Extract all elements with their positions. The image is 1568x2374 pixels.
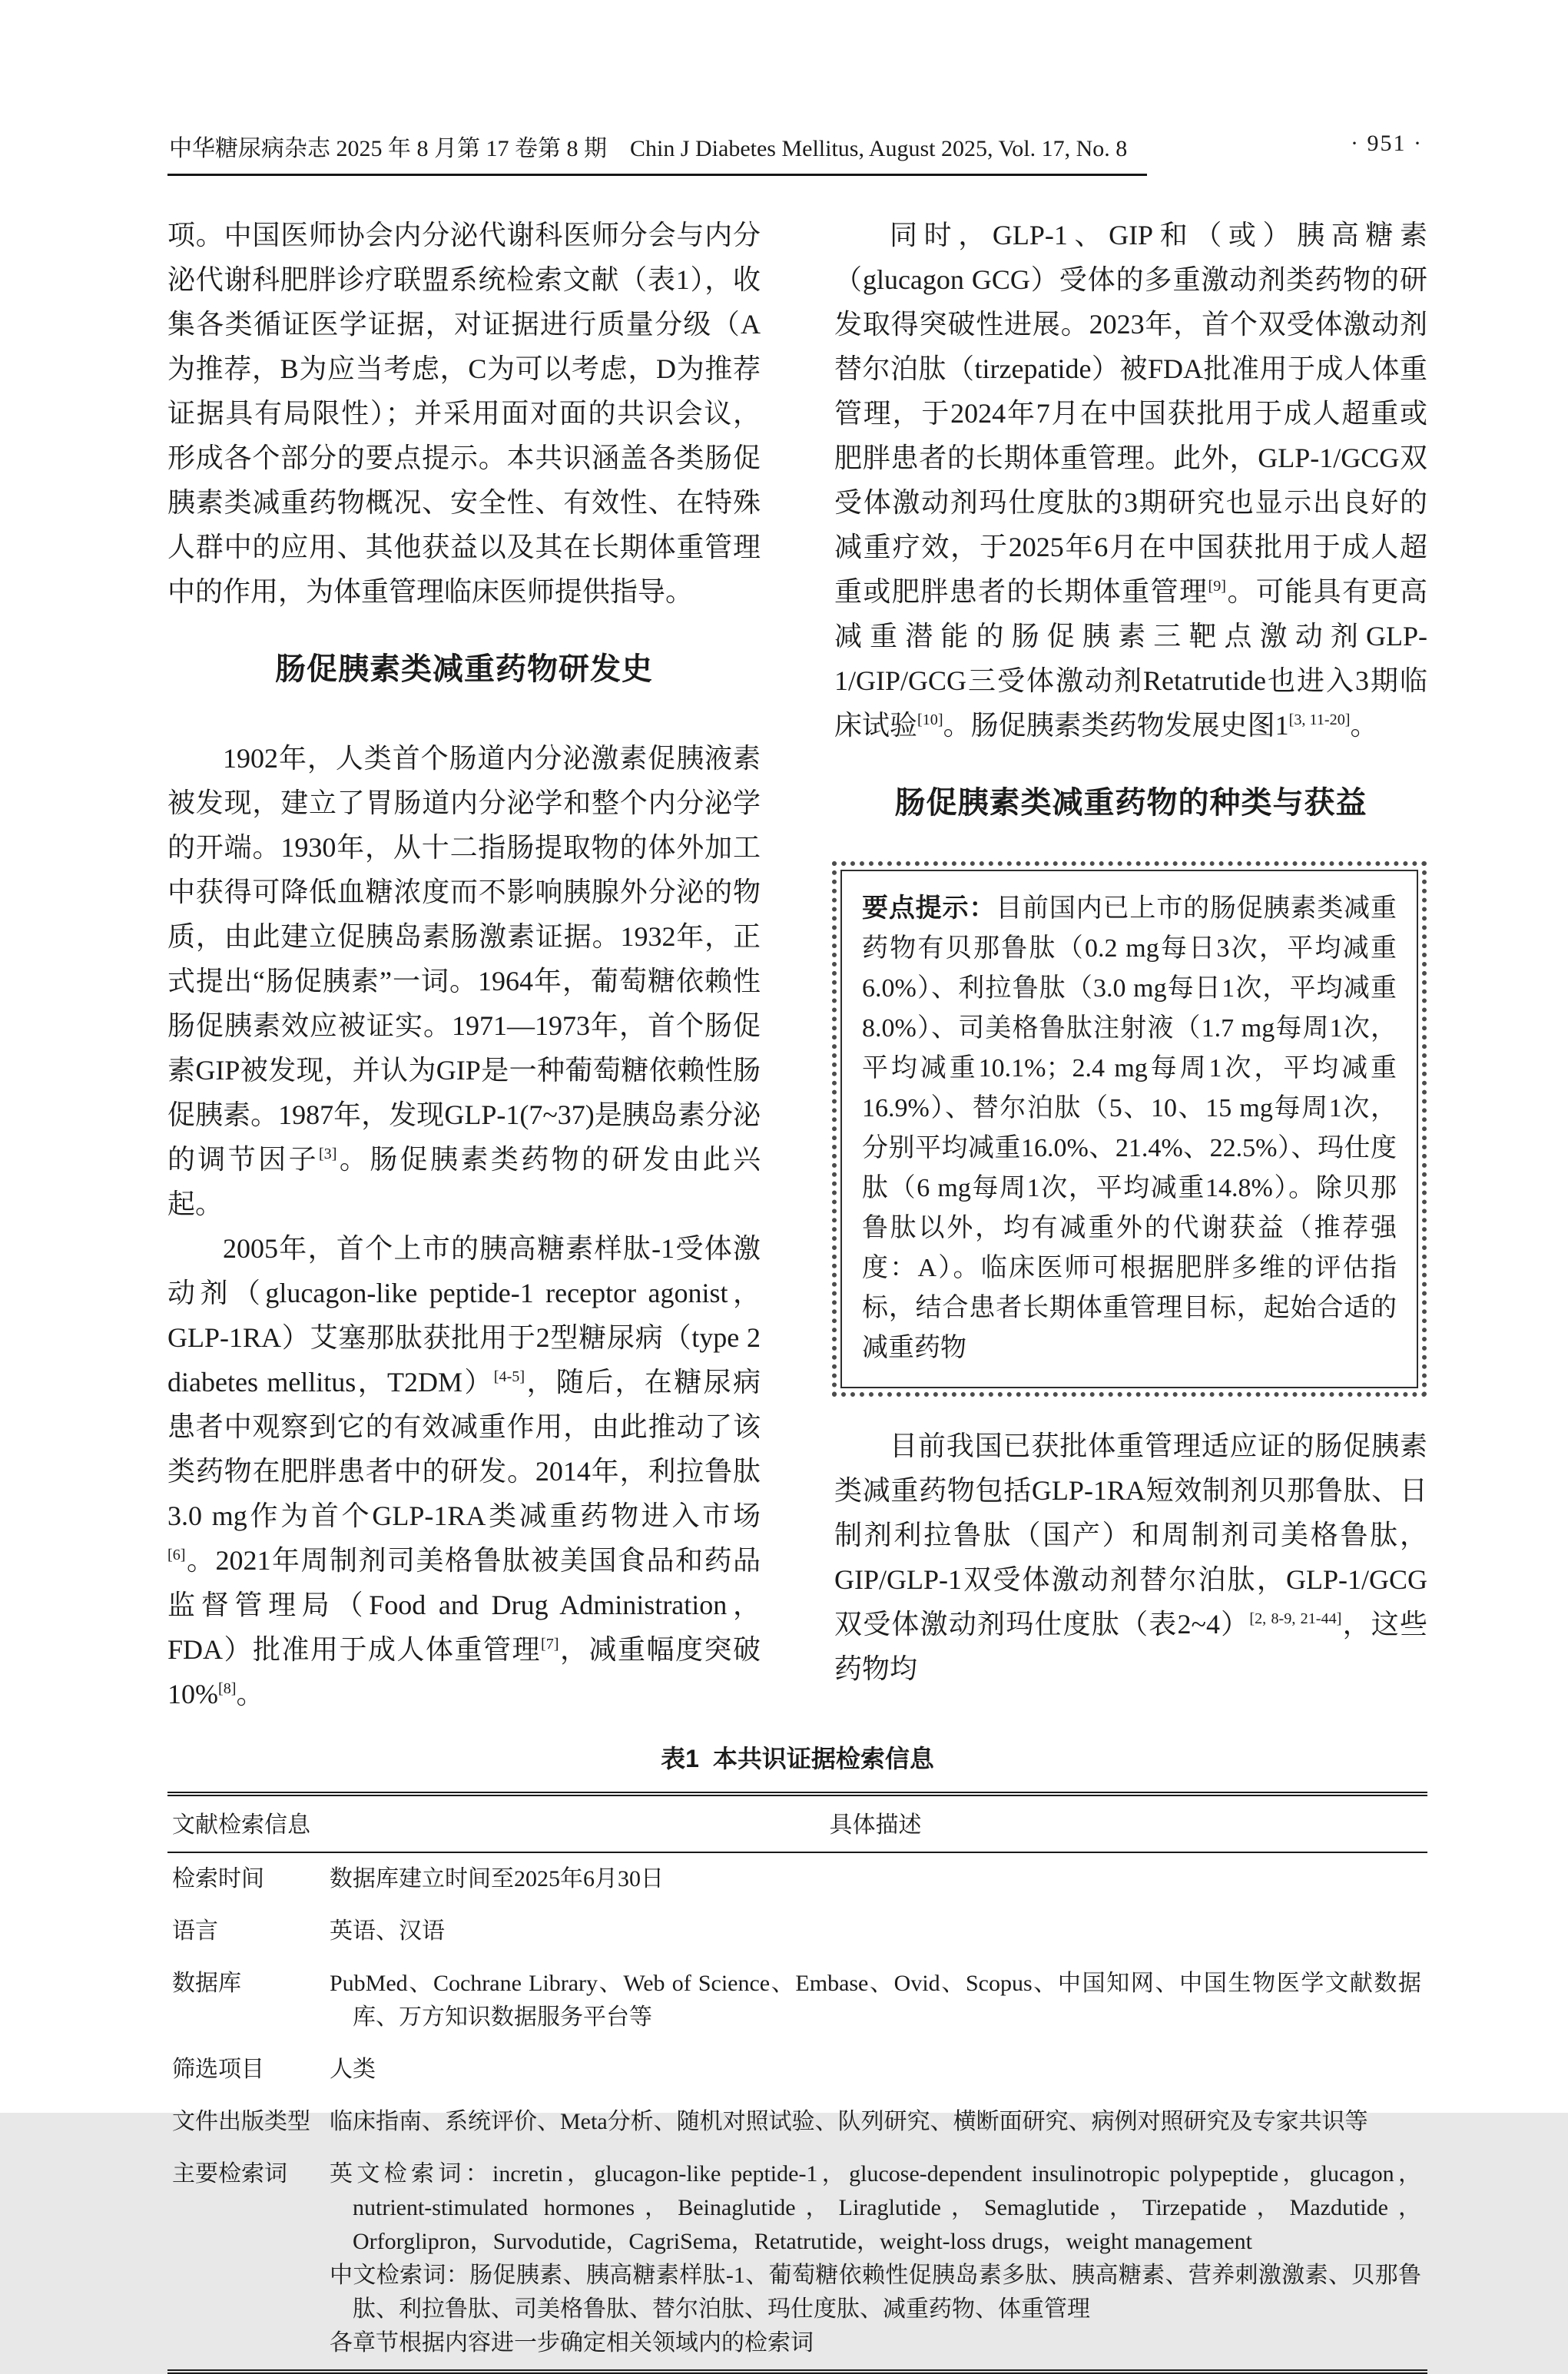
page-content (167, 129, 1427, 2374)
table1-title: 本共识证据检索信息 (712, 1745, 934, 1772)
running-head (167, 129, 1427, 176)
table-row (167, 1905, 1427, 1958)
journal-citation-line (167, 129, 1147, 176)
citation-ref: [7] (540, 1636, 559, 1653)
section-heading-history: 肠促胰素类减重药物研发史 (275, 652, 653, 686)
citation-ref: [4-5] (493, 1368, 525, 1385)
citation-ref: [6] (167, 1547, 186, 1563)
row-label: 筛选项目 (172, 2057, 264, 2082)
search-terms-note: 各章节根据内容进一步确定相关领域内的检索词 (330, 2330, 814, 2356)
table1-section (167, 1739, 1427, 2374)
citation-ref: [10] (917, 711, 943, 728)
journal-title-chinese: 中华糖尿病杂志 2025 年 8 月第 17 卷第 8 期 (169, 136, 607, 161)
paragraph-approved-drugs: 目前我国已获批体重管理适应证的肠促胰素类减重药物包括GLP-1RA短效制剂贝那鲁肽、日制剂利拉鲁肽（国产）和周制剂司美格鲁肽，GIP/GLP-1双受体激动剂替尔泊肽，GLP-1/GCG双受体激动剂玛仕度肽（表2~4）[2, 8-9, 21-44]，这些药物均 (834, 1431, 1427, 1684)
table1-header-row (167, 1796, 1427, 1853)
search-terms-chinese: 中文检索词：肠促胰素、胰高糖素样肽-1、葡萄糖依赖性促胰岛素多肽、胰高糖素、营养刺激激素、贝那鲁肽、利拉鲁肽、司美格鲁肽、替尔泊肽、玛仕度肽、减重药物、体重管理 (330, 2263, 1421, 2322)
row-label: 检索时间 (172, 1866, 264, 1892)
paragraph-multi-agonists: 同时，GLP-1、GIP和（或）胰高糖素（glucagon GCG）受体的多重激动剂类药物的研发取得突破性进展。2023年，首个双受体激动剂替尔泊肽（tirzepatide）被FDA批准用于成人体重管理，于2024年7月在中国获批用于成人超重或肥胖患者的长期体重管理。此外，GLP-1/GCG双受体激动剂玛仕度肽的3期研究也显示出良好的减重疗效，于2025年6月在中国获批用于成人超重或肥胖患者的长期体重管理[9]。可能具有更高减重潜能的肠促胰素三靶点激动剂GLP-1/GIP/GCG三受体激动剂Retatrutide也进入3期临床试验[10]。肠促胰素类药物发展史图1[3, 11-20]。 (834, 220, 1427, 741)
key-points-box (840, 870, 1418, 1388)
key-points-label: 要点提示： (862, 894, 996, 923)
table-row (167, 2096, 1427, 2148)
row-value: 数据库建立时间至2025年6月30日 (330, 1866, 664, 1892)
row-label: 语言 (172, 1918, 218, 1944)
row-label: 主要检索词 (172, 2161, 287, 2187)
citation-ref: [3, 11-20] (1288, 711, 1351, 728)
table1-col2-header: 具体描述 (829, 1812, 922, 1838)
row-value-group (330, 2157, 1427, 2360)
table1-col1-header: 文献检索信息 (172, 1812, 310, 1838)
key-points-paragraph (862, 888, 1397, 1368)
key-points-text: 目前国内已上市的肠促胰素类减重药物有贝那鲁肽（0.2 mg每日3次，平均减重6.0%）、利拉鲁肽（3.0 mg每日1次，平均减重8.0%）、司美格鲁肽注射液（1.7 mg每周1次，平均减重10.1%；2.4 mg每周1次，平均减重16.9%）、替尔泊肽（5、10、15 mg每周1次，分别平均减重16.0%、21.4%、22.5%）、玛仕度肽（6 mg每周1次，平均减重14.8%）。除贝那鲁肽以外，均有减重外的代谢获益（推荐强度：A）。临床医师可根据肥胖多维的评估指标，结合患者长期体重管理目标，起始合适的减重药物 (862, 894, 1397, 1362)
page-number: · 951 · (1351, 131, 1423, 156)
citation-ref: [9] (1208, 578, 1227, 595)
table-row (167, 1853, 1427, 1905)
paragraph-history-modern: 2005年，首个上市的胰高糖素样肽-1受体激动剂（glucagon-like peptide-1 receptor agonist，GLP-1RA）艾塞那肽获批用于2型糖尿病（type 2 diabetes mellitus，T2DM）[4-5]，随后，在糖尿病患者中观察到它的有效减重作用，由此推动了该类药物在肥胖患者中的研发。2014年，利拉鲁肽3.0 mg作为首个GLP-1RA类减重药物进入市场[6]。2021年周制剂司美格鲁肽被美国食品和药品监督管理局（Food and Drug Administration，FDA）批准用于成人体重管理[7]，减重幅度突破10%[8]。 (167, 1233, 761, 1709)
citation-ref: [3] (318, 1146, 337, 1162)
table-row (167, 2044, 1427, 2096)
paragraph-methods-continued: 项。中国医师协会内分泌代谢科医师分会与内分泌代谢科肥胖诊疗联盟系统检索文献（表1），收集各类循证医学证据，对证据进行质量分级（A为推荐，B为应当考虑，C为可以考虑，D为推荐证据具有局限性）；并采用面对面的共识会议，形成各个部分的要点提示。本共识涵盖各类肠促胰素类减重药物概况、安全性、有效性、在特殊人群中的应用、其他获益以及其在长期体重管理中的作用，为体重管理临床医师提供指导。 (167, 220, 761, 607)
table-row (167, 2148, 1427, 2369)
table1-tag: 表1 (661, 1745, 699, 1772)
section-heading-types-benefits: 肠促胰素类减重药物的种类与获益 (894, 786, 1367, 820)
left-column (167, 213, 761, 1716)
table-row (167, 1958, 1427, 2044)
search-terms-english: 英文检索词：incretin，glucagon-like peptide-1，glucose-dependent insulinotropic polypeptide，glucagon，nutrient-stimulated hormones，Beinaglutide，Liraglutide，Semaglutide，Tirzepatide，Mazdutide，Orforglipron，Survodutide，CagriSema，Retatrutide，weight-loss drugs，weight management (330, 2161, 1421, 2254)
row-value: 人类 (330, 2057, 376, 2082)
row-label: 文件出版类型 (172, 2109, 310, 2134)
table1-caption (167, 1739, 1427, 1775)
row-value: 英语、汉语 (330, 1918, 445, 1944)
two-column-body (167, 213, 1427, 1716)
row-value: 临床指南、系统评价、Meta分析、随机对照试验、队列研究、横断面研究、病例对照研究及专家共识等 (330, 2109, 1368, 2134)
citation-ref: [8] (218, 1680, 237, 1697)
right-column (834, 213, 1427, 1716)
row-value: PubMed、Cochrane Library、Web of Science、Embase、Ovid、Scopus、中国知网、中国生物医学文献数据库、万方知识数据服务平台等 (330, 1971, 1421, 2030)
table1 (167, 1792, 1427, 2374)
citation-ref: [2, 8-9, 21-44] (1249, 1610, 1342, 1627)
paragraph-history-early: 1902年，人类首个肠道内分泌激素促胰液素被发现，建立了胃肠道内分泌学和整个内分泌学的开端。1930年，从十二指肠提取物的体外加工中获得可降低血糖浓度而不影响胰腺外分泌的物质，由此建立促胰岛素肠激素证据。1932年，正式提出“肠促胰素”一词。1964年，葡萄糖依赖性肠促胰素效应被证实。1971—1973年，首个肠促素GIP被发现，并认为GIP是一种葡萄糖依赖性肠促胰素。1987年，发现GLP-1(7~37)是胰岛素分泌的调节因子[3]。肠促胰素类药物的研发由此兴起。 (167, 743, 761, 1219)
journal-title-english: Chin J Diabetes Mellitus, August 2025, Vol. 17, No. 8 (630, 136, 1128, 161)
row-label: 数据库 (172, 1971, 241, 1996)
